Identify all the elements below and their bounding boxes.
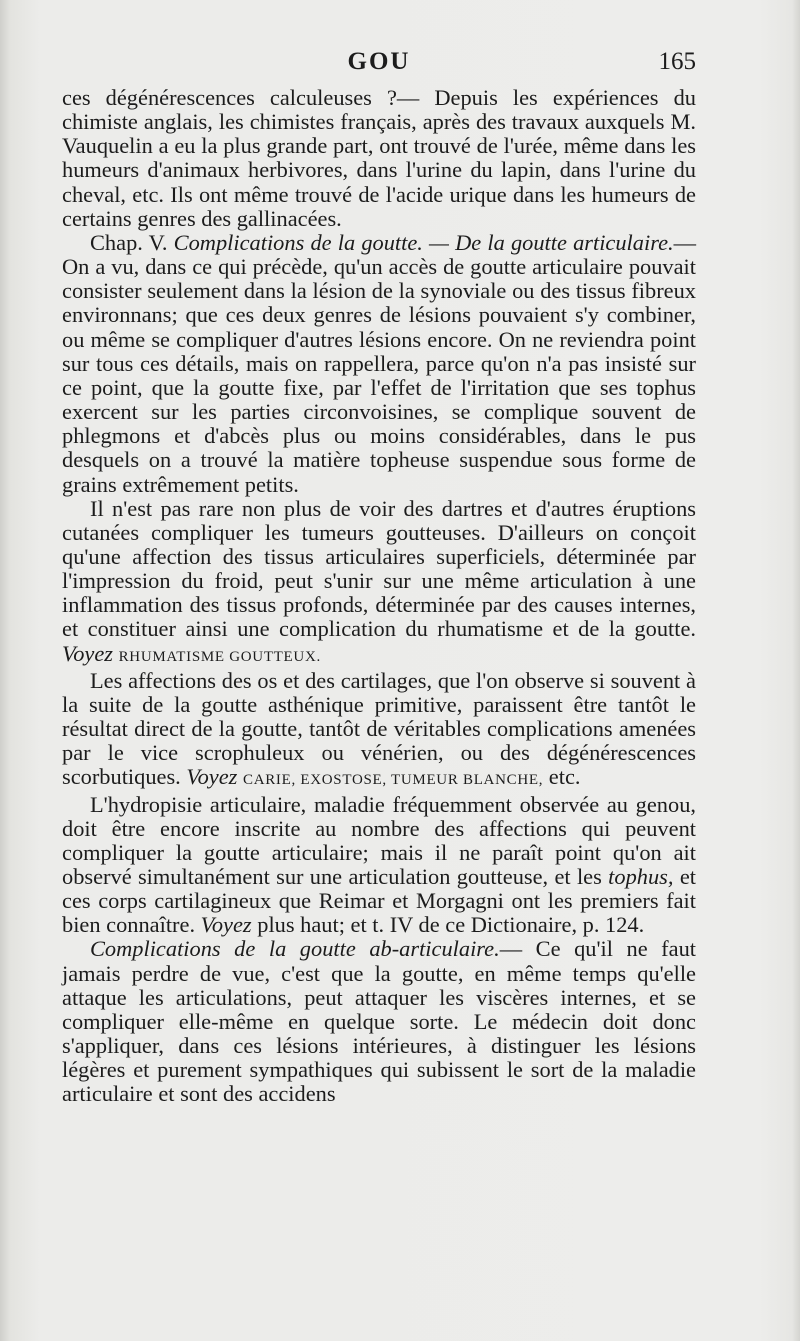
running-head: GOU: [347, 48, 411, 75]
voyez-label: Voyez: [186, 764, 238, 790]
cross-reference: RHUMATISME GOUTTEUX.: [118, 648, 321, 665]
paragraph-complications-articulaire: [62, 231, 696, 497]
etc-text: etc.: [548, 764, 581, 790]
voyez-label: Voyez: [62, 640, 113, 666]
paragraph-text: ces dégénérescences calculeuses ?— Depuis les expériences du chimiste anglais, les chimistes français, après des travaux auxquels M. Vauquelin a eu la plus grande part, ont trouvé de l'urée, même dans les humeurs d'animaux herbivores, dans l'urine du lapin, dans l'urine du cheval, etc. Ils ont même trouvé de l'acide urique dans les humeurs de certains genres des gallinacées.: [62, 85, 696, 231]
paragraph-text: L'hydropisie articulaire, maladie fréquemment observée au genou, doit être encore inscrite au nombre des affections qui peuvent compliquer la goutte articulaire; mais il ne paraît point qu'on ait observé simultanément sur une articulation goutteuse, et les: [62, 791, 696, 889]
section-heading: Complications de la goutte ab-articulaire.: [90, 936, 500, 962]
paragraph-text: —On a vu, dans ce qui précède, qu'un accès de goutte articulaire pouvait consister seulement dans la lésion de la synoviale ou des tissus fibreux environnans; que ces deux genres de lésions pouvaient s'y combiner, ou même se compliquer d'autres lésions encore. On ne reviendra point sur tous ces détails, mais on rappellera, parce qu'on n'a pas insisté sur ce point, que la goutte fixe, par l'effet de l'irritation que ses tophus exercent sur les parties circonvoisines, se complique souvent de phlegmons et d'abcès plus ou moins considérables, dans le pus desquels on a trouvé la matière topheuse suspendue sous forme de grains extrêmement petits.: [62, 229, 696, 497]
paragraph-text: Les affections des os et des cartilages, que l'on observe si souvent à la suite de la goutte asthénique primitive, paraissent être tantôt le résultat direct de la goutte, tantôt de véritables complications amenées par le vice scrophuleux ou vénérien, ou des dégénérescences scorbutiques.: [62, 667, 696, 790]
paragraph-text-continued: et ces corps cartilagineux que Reimar et Morgagni ont les premiers fait bien connaître.: [62, 864, 696, 938]
paragraph-hydropisie: [62, 793, 696, 938]
page-header: [62, 48, 696, 84]
paragraph-text: Il n'est pas rare non plus de voir des dartres et d'autres éruptions cutanées compliquer les tumeurs goutteuses. D'ailleurs on conçoit qu'une affection des tissus articulaires superficiels, déterminée par l'impression du froid, peut s'unir sur une même articulation à une inflammation des tissus profonds, déterminée par des causes internes, et constituer ainsi une complication du rhumatisme et de la goutte.: [62, 495, 696, 642]
paragraph-urea: [62, 86, 696, 231]
paragraph-os-cartilages: [62, 669, 696, 793]
chapter-label: Chap. V.: [90, 229, 168, 255]
voyez-label: Voyez: [200, 912, 252, 938]
reference-tail: plus haut; et t. IV de ce Dictionaire, p. 124.: [257, 912, 645, 938]
body-text: [62, 86, 696, 1107]
cross-reference: CARIE, EXOSTOSE, TUMEUR BLANCHE,: [242, 772, 544, 789]
paragraph-eruptions: [62, 497, 696, 669]
tophus-term: tophus,: [608, 864, 674, 889]
paragraph-text: — Ce qu'il ne faut jamais perdre de vue, c'est que la goutte, en même temps qu'elle attaque les articulations, peut attaquer les viscères internes, et se compliquer elle-même en quelque sorte. Le médecin doit donc s'appliquer, dans ces lésions intérieures, à distinguer les lésions légères et purement sympathiques qui subissent le sort de la maladie articulaire et sont des accidens: [62, 936, 696, 1107]
paragraph-ab-articulaire: [62, 937, 696, 1106]
page-number: 165: [658, 48, 696, 75]
section-heading: Complications de la goutte. — De la goutte articulaire.: [173, 229, 674, 255]
